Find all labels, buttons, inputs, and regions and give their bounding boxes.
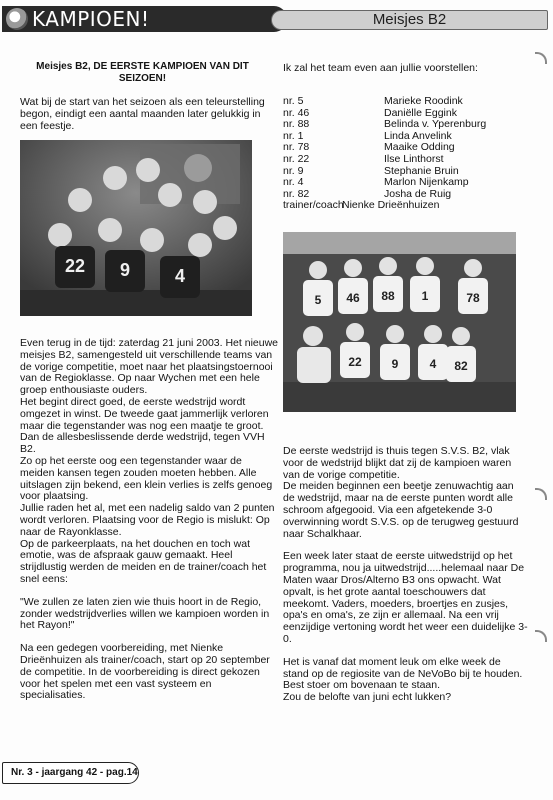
article-left-body [20,338,278,702]
player-face [346,323,364,341]
footer-issue-label: Nr. 3 - jaargang 42 - pag.14 [11,767,138,778]
roster-number: nr. 88 [283,118,310,131]
roster-number: nr. 1 [283,129,304,142]
team-celebration-photo-image [20,140,252,316]
team-group-photo-image [283,232,516,412]
roster-player-name: Marieke Roodink [384,95,463,107]
roster-player-name: Stephanie Bruin [384,164,459,177]
team-celebration-photo [20,140,252,316]
roster-player-name: Josha de Ruig [384,187,452,200]
jersey-number: 88 [381,289,395,303]
article-intro [20,97,272,132]
player-face [386,325,404,343]
jersey-number: 1 [421,289,429,303]
roster-player-name: Maaike Odding [384,141,455,154]
player-face [424,325,442,343]
coach-name: Nienke Drieënhuizen [342,199,440,212]
player-face [193,190,217,214]
roster-number: nr. 46 [283,106,310,119]
player-face [344,259,362,277]
header-title-bar [2,6,287,32]
header-section-tab [271,10,548,30]
player-face [103,166,127,190]
page-footer [2,762,139,784]
article-right-body [283,446,528,704]
player-face [379,257,397,275]
roster-player-name: Marlon Nijenkamp [384,176,469,189]
roster-number: nr. 4 [283,176,304,189]
jersey-number: 46 [346,291,360,305]
volleyball-icon [6,8,28,30]
roster-row [283,96,523,108]
jersey-number: 9 [119,260,131,280]
roster-player-name: Daniëlle Eggink [384,106,457,119]
coach-role: trainer/coach [283,199,344,212]
player-face [136,158,160,182]
player-face [140,228,164,252]
roster-player-name: Ilse Linthorst [384,152,444,165]
player-face [158,183,182,207]
player-face [464,259,482,277]
player-face [309,261,327,279]
header-title: KAMPIOEN! [32,7,150,31]
roster-number: nr. 5 [283,95,304,107]
article-heading: Meisjes B2, DE EERSTE KAMPIOEN VAN DIT SEIZOEN! [36,61,249,84]
team-intro: Ik zal het team even aan jullie voorstellen: [283,62,478,74]
coach-face [303,326,323,346]
jersey-number: 4 [174,266,186,286]
body-paragraph-3: Na een gedegen voorbereiding, met Nienke Drieënhuizen als trainer/coach, start op 20 september de competitie. In de voorbereiding is direct gekozen voor het spelen met een vast systeem en specialisaties. [20,642,270,702]
page-header [2,6,548,32]
roster-player-name: Belinda v. Yperenburg [384,118,487,131]
roster-row [283,177,523,189]
roster-number: nr. 78 [283,141,310,154]
jersey-number: 4 [429,357,437,371]
roster-number: nr. 82 [283,187,310,200]
player-face [452,327,470,345]
binder-hole-mark [535,630,547,642]
jersey-number: 82 [454,359,468,373]
header-section-label: Meisjes B2 [372,11,447,28]
body-right-paragraph-3: Het is vanaf dat moment leuk om elke week de stand op de regiosite van de NeVoBo bij te houden. Best stoer om bovenaan te staan. Zou de belofte van juni echt lukken? [283,655,523,704]
intro-paragraph: Wat bij de start van het seizoen als een teleurstelling begon, eindigt een aantal maanden later gelukkig in een feestje. [20,96,265,132]
player-face [98,218,122,242]
player-face [188,233,212,257]
jersey-number: 22 [64,256,86,276]
player-face [416,257,434,275]
roster-row [283,154,523,166]
body-paragraph-1: Even terug in de tijd: zaterdag 21 juni 2003. Het nieuwe meisjes B2, samengesteld uit verschillende teams van de vorige competitie, moet naar het plaatsingstoernooi van de Regioklasse. Op naar Wychen met een hele groep enthousiaste ouders. Het begint direct goed, de eerste wedstrijd wordt omgezet in winst. De tweede gaat jammerlijk verloren maar die tegenstander was nog een maatje te groot. Dan de allesbeslissende derde wedstrijd, tegen VVH B2. Zo op het eerste oog een tegenstander waar de meiden kansen tegen zouden moeten hebben. Alle uitslagen zijn bekend, een klein verlies is zelfs genoeg voor plaatsing. Jullie raden het al, met een nadelig saldo van 2 punten wordt verloren. Plaatsing voor de Regio is mislukt: Op naar de Rayonklasse. Op de parkeerplaats, na het douchen en toch wat emotie, was de afspraak gauw gemaakt. Heel strijdlustig werden de meiden en de trainer/coach het snel eens: [20,337,279,585]
body-right-paragraph-2: Een week later staat de eerste uitwedstrijd op het programma, nou ja uitwedstrijd.....helemaal naar De Maten waar Dros/Alterno B3 ons opwacht. Wat opvalt, is het grote aantal toeschouwers dat meekomt. Vaders, moeders, broertjes en zusjes, opa's en oma's, ze zijn er allemaal. Na een vrij eenzijdige vertoning wordt het weer een duidelijke 3-0. [283,550,528,645]
jersey-number: 78 [466,291,480,305]
player-face [68,188,92,212]
player-face [213,216,237,240]
body-quote: "We zullen ze laten zien wie thuis hoort in de Regio, zonder wedstrijdverlies willen we kampioen worden in het Rayon!" [20,595,270,632]
jersey-number: 22 [348,355,362,369]
coach-shirt [297,347,331,383]
roster-player-name: Linda Anvelink [384,129,452,142]
binder-hole-mark [535,488,547,500]
body-right-paragraph-1: De eerste wedstrijd is thuis tegen S.V.S. B2, vlak voor de wedstrijd blijkt dat zij de kampioen waren van de vorige competitie. De meiden beginnen een beetje zenuwachtig aan de wedstrijd, maar na de eerste punten wordt alle schroom afgegooid. Via een afgetekende 3-0 overwinning wordt S.V.S. op de terugweg gestuurd naar Schalkhaar. [283,445,519,540]
roster-number: nr. 9 [283,164,304,177]
jersey-number: 5 [314,293,322,307]
team-roster [283,96,523,212]
roster-coach-row [283,200,523,212]
jersey-number: 9 [391,357,399,371]
binder-hole-mark [535,52,547,64]
team-group-photo [283,232,516,412]
player-face [48,223,72,247]
roster-number: nr. 22 [283,152,310,165]
